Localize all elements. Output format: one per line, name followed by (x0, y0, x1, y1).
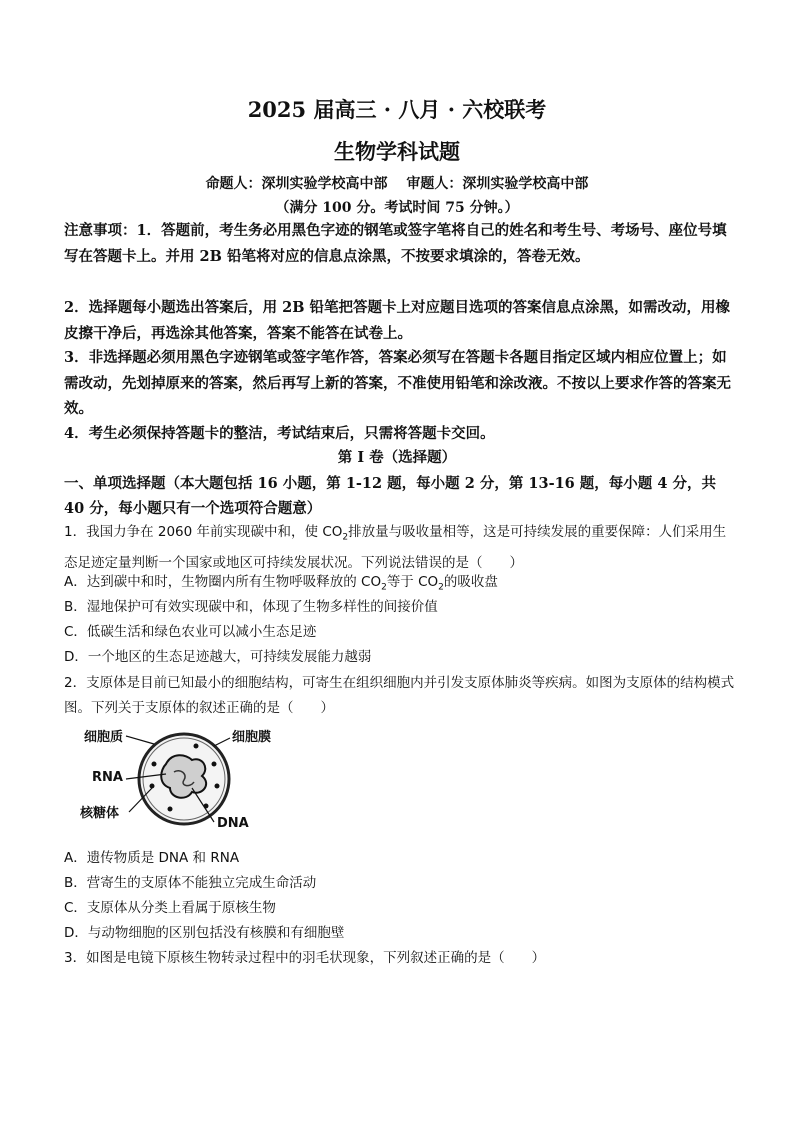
question-3-stem: 3．如图是电镜下原核生物转录过程中的羽毛状现象，下列叙述正确的是（ ） (64, 950, 546, 966)
label-ribosome: 核糖体 (80, 806, 120, 821)
score-time-line: （满分 100 分。考试时间 75 分钟。） (275, 200, 519, 216)
part-title: 一、单项选择题（本大题包括 16 小题，第 1-12 题，每小题 2 分，第 13-16 题，每小题 4 分，共 40 分，每小题只有一个选项符合题意） (64, 475, 716, 517)
notice-1: 注意事项：1．答题前，考生务必用黑色字迹的钢笔或签字笔将自己的姓名和考生号、考场号、座位号填写在答题卡上。并用 2B 铅笔将对应的信息点涂黑，不按要求填涂的，答卷无效。 (64, 222, 727, 265)
question-2-option-a: A．遗传物质是 DNA 和 RNA (64, 850, 240, 866)
mycoplasma-diagram (74, 724, 274, 844)
label-cytoplasm: 细胞质 (84, 730, 124, 745)
notice-4: 4．考生必须保持答题卡的整洁，考试结束后，只需将答题卡交回。 (64, 425, 495, 442)
question-1-option-c: C．低碳生活和绿色农业可以减小生态足迹 (64, 624, 317, 640)
section-title: 第 Ⅰ 卷（选择题） (337, 449, 457, 466)
question-1-stem: 1．我国力争在 2060 年前实现碳中和，使 $CO_2$排放量与吸收量相等，这是可持续发展的重要保障：人们采用生态足迹定量判断一个国家或地区可持续发展状况。下列说法错误的是（ ） (64, 524, 727, 571)
question-2-stem: 2．支原体是目前已知最小的细胞结构，可寄生在组织细胞内并引发支原体肺炎等疾病。如图为支原体的结构模式图。下列关于支原体的叙述正确的是（ ） (64, 675, 735, 716)
question-1-option-d: D．一个地区的生态足迹越大，可持续发展能力越弱 (64, 649, 372, 665)
question-1-option-a: A．达到碳中和时，生物圈内所有生物呼吸释放的 $CO_2$等于 $CO_2$的吸收盘 (64, 574, 498, 593)
question-1-option-b: B．湿地保护可有效实现碳中和，体现了生物多样性的间接价值 (64, 599, 438, 615)
question-2-option-b: B．营寄生的支原体不能独立完成生命活动 (64, 875, 317, 891)
authors-line: 命题人：深圳实验学校高中部 审题人：深圳实验学校高中部 (205, 176, 589, 192)
subject-title: 生物学科试题 (334, 139, 460, 164)
notice-2: 2．选择题每小题选出答案后，用 2B 铅笔把答题卡上对应题目选项的答案信息点涂黑，如需改动，用橡皮擦干净后，再选涂其他答案，答案不能答在试卷上。 (64, 299, 731, 342)
label-rna: RNA (92, 770, 123, 785)
label-dna: DNA (217, 816, 249, 831)
question-2-option-d: D．与动物细胞的区别包括没有核膜和有细胞壁 (64, 925, 345, 941)
notice-3: 3．非选择题必须用黑色字迹钢笔或签字笔作答，答案必须写在答题卡各题目指定区域内相应位置上；如需改动，先划掉原来的答案，然后再写上新的答案，不准使用铅笔和涂改液。不按以上要求作答的答案无效。 (64, 349, 731, 417)
label-cell-membrane: 细胞膜 (232, 730, 272, 745)
question-2-option-c: C．支原体从分类上看属于原核生物 (64, 900, 276, 916)
exam-title: 2025 届高三 · 八月 · 六校联考 (247, 97, 547, 122)
